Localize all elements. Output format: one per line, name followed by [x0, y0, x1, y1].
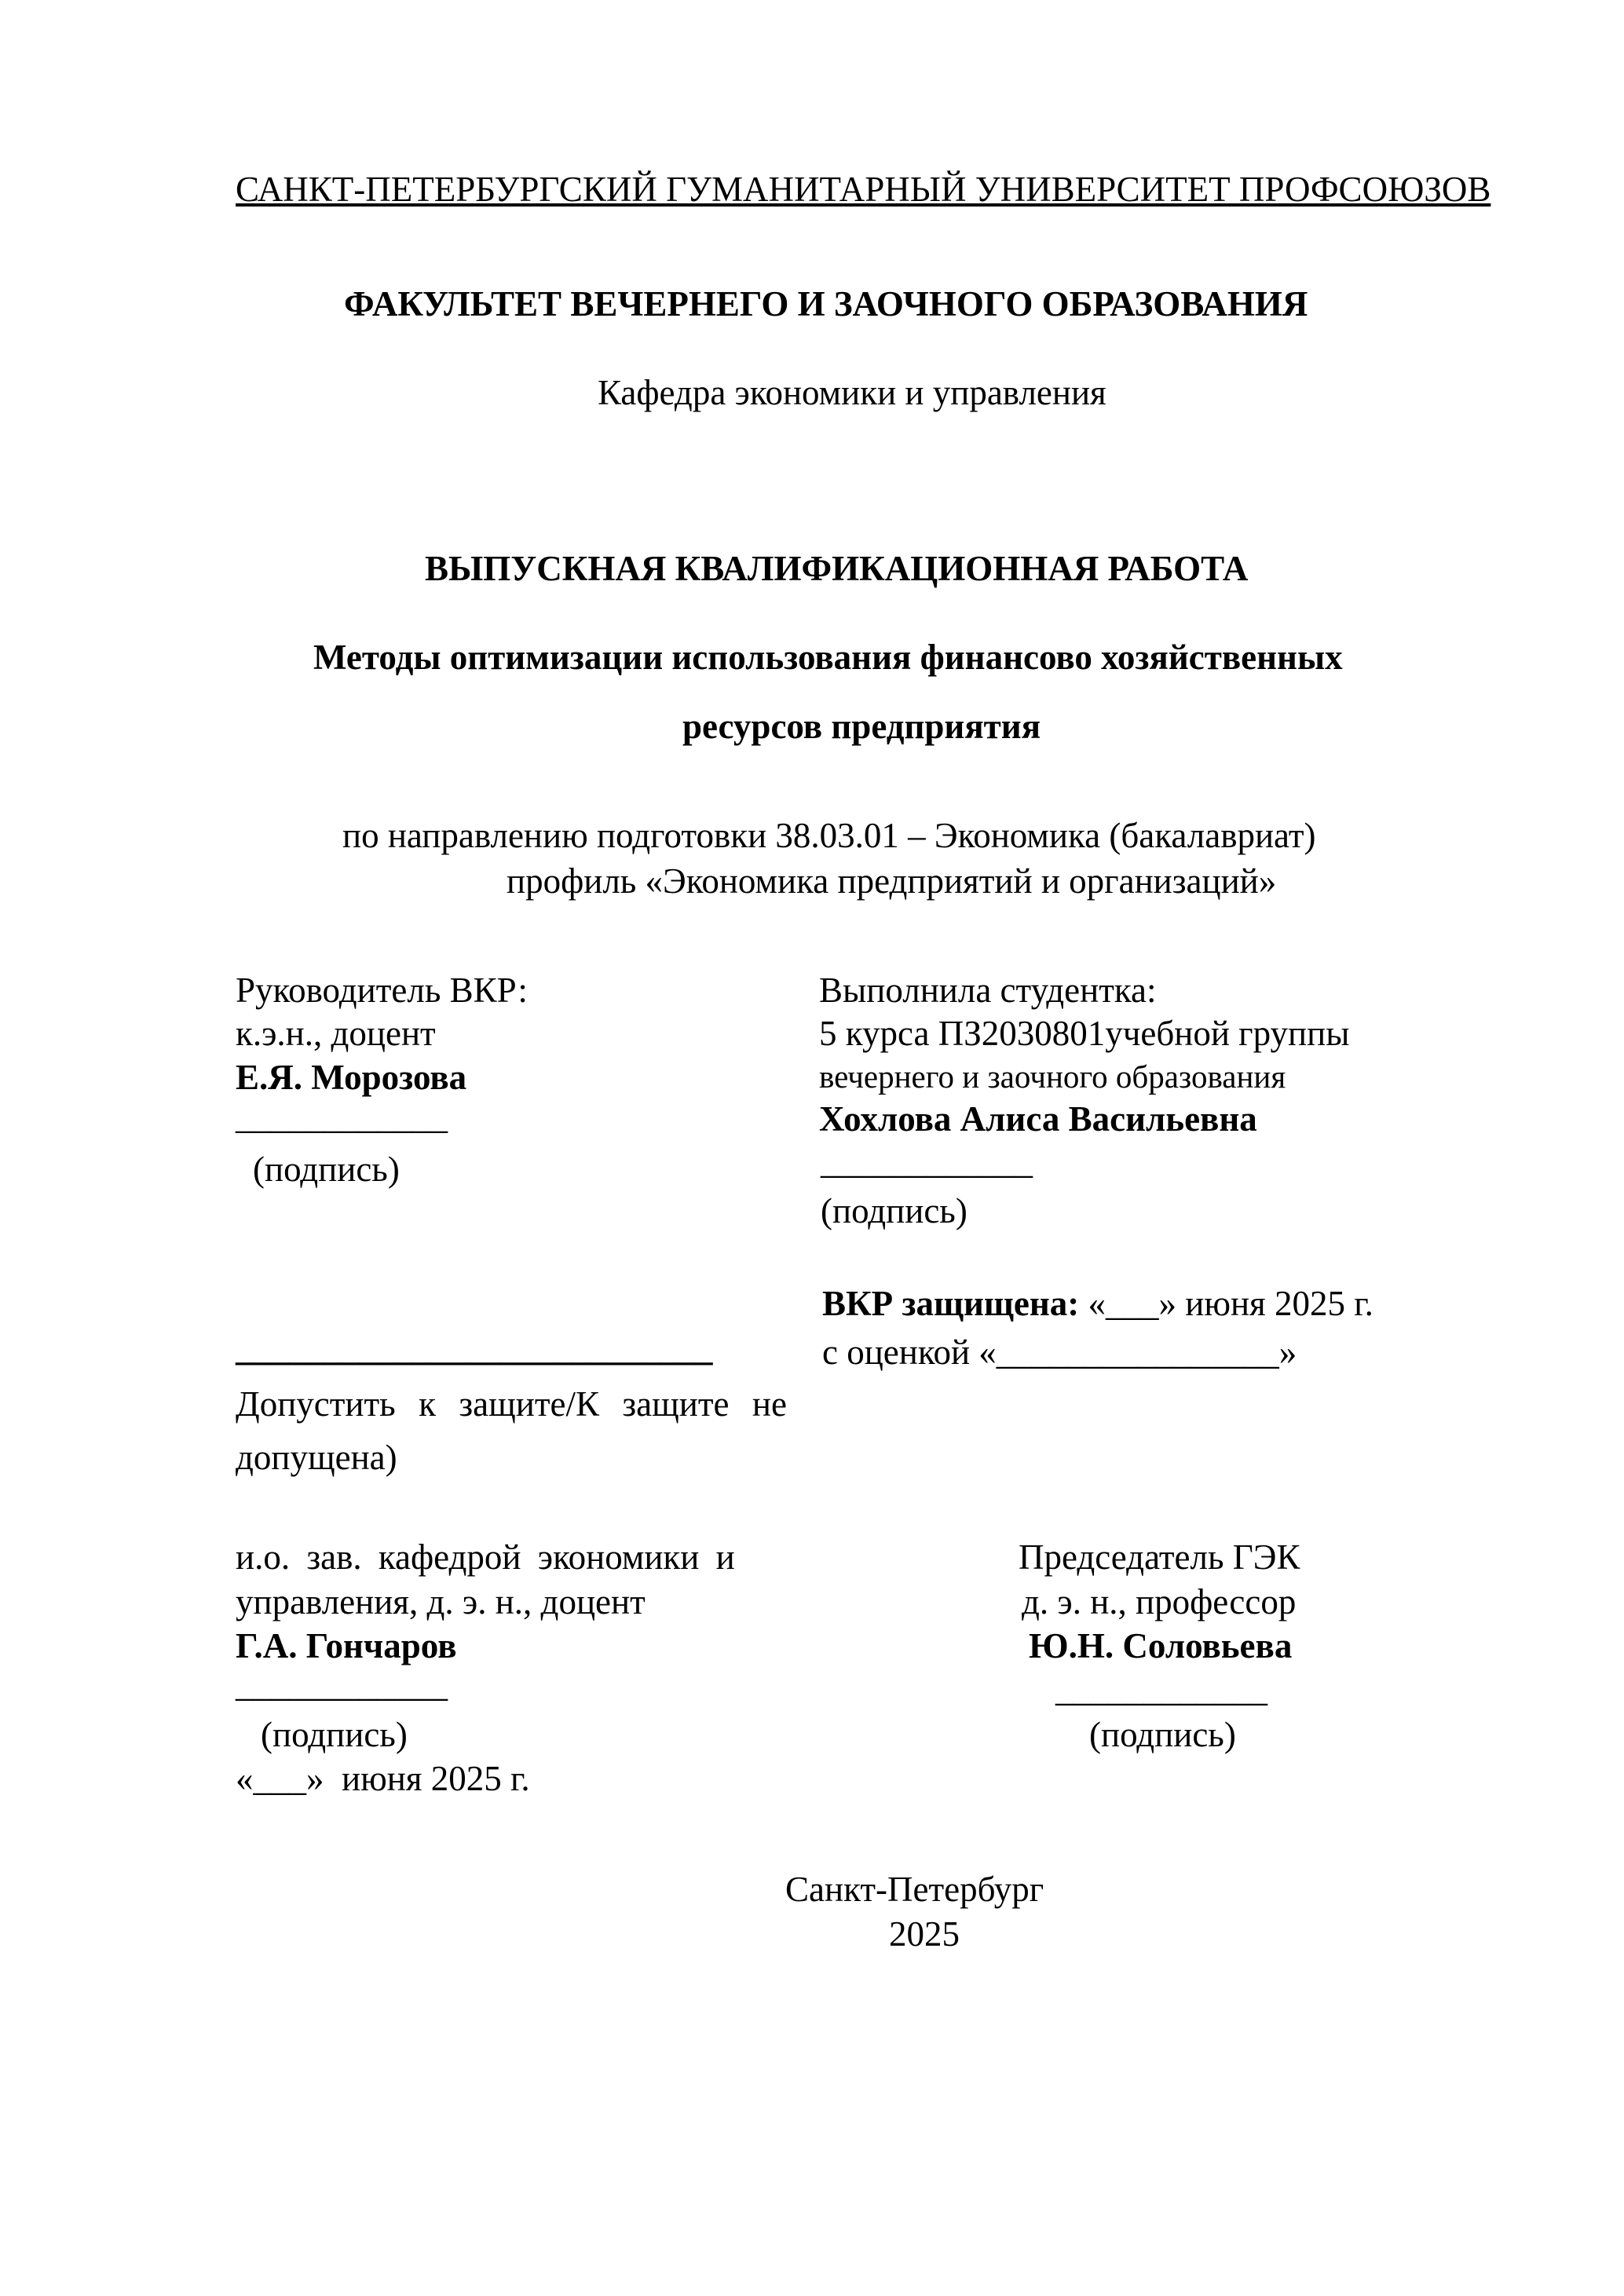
work-title-line2: ресурсов предприятия [682, 707, 1041, 746]
faculty-name: ФАКУЛЬТЕТ ВЕЧЕРНЕГО И ЗАОЧНОГО ОБРАЗОВАНИЯ [344, 284, 1308, 324]
supervisor-label: Руководитель ВКР: [236, 971, 528, 1010]
head-title-line1: и.о. зав. кафедрой экономики и [236, 1537, 735, 1577]
word: защите/К [459, 1384, 599, 1424]
student-faculty: вечернего и заочного образования [819, 1058, 1286, 1095]
head-date: «___» июня 2025 г. [236, 1759, 530, 1798]
student-signature-label: (подпись) [821, 1191, 967, 1230]
word: Допустить [236, 1384, 396, 1424]
admission-text-line1 [236, 1383, 787, 1426]
work-type: ВЫПУСКНАЯ КВАЛИФИКАЦИОННАЯ РАБОТА [425, 549, 1249, 588]
footer-city: Санкт-Петербург [785, 1870, 1044, 1909]
student-signature-line: ____________ [821, 1142, 1033, 1181]
supervisor-degree: к.э.н., доцент [236, 1014, 436, 1053]
supervisor-name: Е.Я. Морозова [236, 1058, 467, 1097]
student-group: 5 курса ПЗ2030801учебной группы [819, 1014, 1350, 1053]
word: к [419, 1384, 436, 1424]
chairman-title: Председатель ГЭК [1019, 1537, 1300, 1577]
supervisor-signature-label: (подпись) [253, 1150, 400, 1189]
footer-year: 2025 [889, 1914, 960, 1954]
student-name: Хохлова Алиса Васильевна [819, 1099, 1257, 1139]
defense-grade: с оценкой «________________» [822, 1333, 1297, 1372]
chairman-signature-line: ____________ [1055, 1669, 1267, 1709]
department-name: Кафедра экономики и управления [598, 373, 1106, 412]
word: не [752, 1384, 787, 1424]
chairman-name: Ю.Н. Соловьева [1029, 1626, 1293, 1665]
head-title-line2: управления, д. э. н., доцент [236, 1582, 646, 1621]
defense-date: «___» июня 2025 г. [1088, 1284, 1373, 1323]
defense-status [822, 1282, 1373, 1325]
study-profile: профиль «Экономика предприятий и организаций» [507, 861, 1277, 901]
student-label: Выполнила студентка: [819, 971, 1157, 1010]
work-title-line1: Методы оптимизации использования финансово хозяйственных [313, 638, 1343, 677]
head-signature-label: (подпись) [261, 1715, 408, 1754]
head-signature-line: ____________ [236, 1665, 448, 1704]
admission-text-line2: допущена) [236, 1438, 397, 1477]
defense-label: ВКР защищена: [822, 1284, 1080, 1323]
supervisor-signature-line: ____________ [236, 1097, 448, 1136]
word: защите [622, 1384, 730, 1424]
chairman-signature-label: (подпись) [1089, 1715, 1236, 1754]
head-name: Г.А. Гончаров [236, 1626, 457, 1665]
university-name: САНКТ-ПЕТЕРБУРГСКИЙ ГУМАНИТАРНЫЙ УНИВЕРСИТЕТ ПРОФСОЮЗОВ [236, 170, 1491, 209]
admission-signature-line: ___________________________ [236, 1329, 713, 1368]
chairman-degree: д. э. н., профессор [1022, 1582, 1297, 1621]
study-direction: по направлению подготовки 38.03.01 – Экономика (бакалавриат) [342, 816, 1316, 855]
